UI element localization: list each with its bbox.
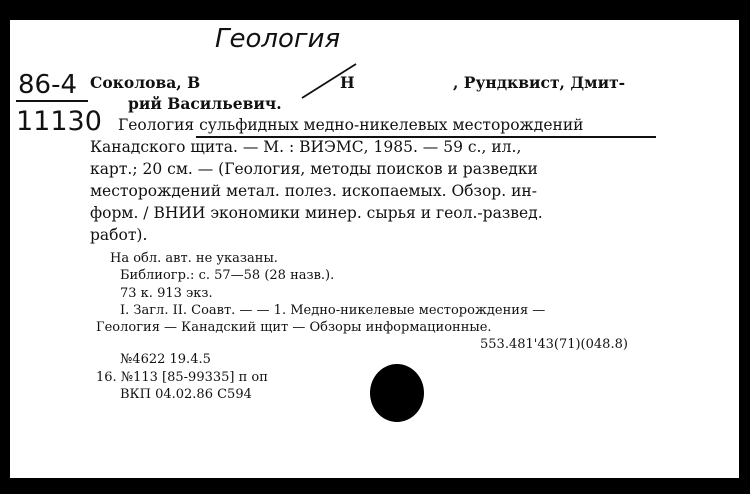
author-line-1-c: , Рундквист, Дмит- xyxy=(453,73,626,92)
footer-line-3: ВКП 04.02.86 С594 xyxy=(120,387,252,402)
body-line-2: Канадского щита. — М. : ВИЭМС, 1985. — 59 с., ил., xyxy=(90,138,522,156)
author-line-1-b: Н xyxy=(340,73,355,92)
author-line-2: рий Васильевич. xyxy=(128,94,282,113)
handwritten-subject: Геология xyxy=(215,24,341,54)
body-line-6: работ). xyxy=(90,226,148,244)
author-line-1-a: Соколова, В xyxy=(90,73,201,92)
note-line-3: 73 к. 913 экз. xyxy=(120,286,213,301)
handwritten-number: 11130 xyxy=(16,106,102,137)
note-line-4: I. Загл. II. Соавт. — — 1. Медно-никелевые месторождения — xyxy=(120,303,546,318)
shelf-mark-underline xyxy=(16,100,88,102)
footer-line-1: №4622 19.4.5 xyxy=(120,352,211,367)
catalog-card xyxy=(10,20,739,478)
body-line-4: месторождений метал. полез. ископаемых. Обзор. ин- xyxy=(90,182,537,200)
body-line-3: карт.; 20 см. — (Геология, методы поисков и разведки xyxy=(90,160,538,178)
handwritten-shelf-mark: 86-4 xyxy=(18,70,78,100)
note-line-2: Библиогр.: с. 57—58 (28 назв.). xyxy=(120,268,335,283)
note-line-1: На обл. авт. не указаны. xyxy=(110,251,278,266)
footer-line-2: 16. №113 [85-99335] п оп xyxy=(96,370,268,385)
body-line-5: форм. / ВНИИ экономики минер. сырья и геол.-развед. xyxy=(90,204,543,222)
note-line-5: Геология — Канадский щит — Обзоры информационные. xyxy=(96,320,492,335)
punch-hole-blot xyxy=(370,364,424,422)
classification-index: 553.481'43(71)(048.8) xyxy=(480,337,628,352)
body-line-1: Геология сульфидных медно-никелевых месторождений xyxy=(118,116,584,134)
